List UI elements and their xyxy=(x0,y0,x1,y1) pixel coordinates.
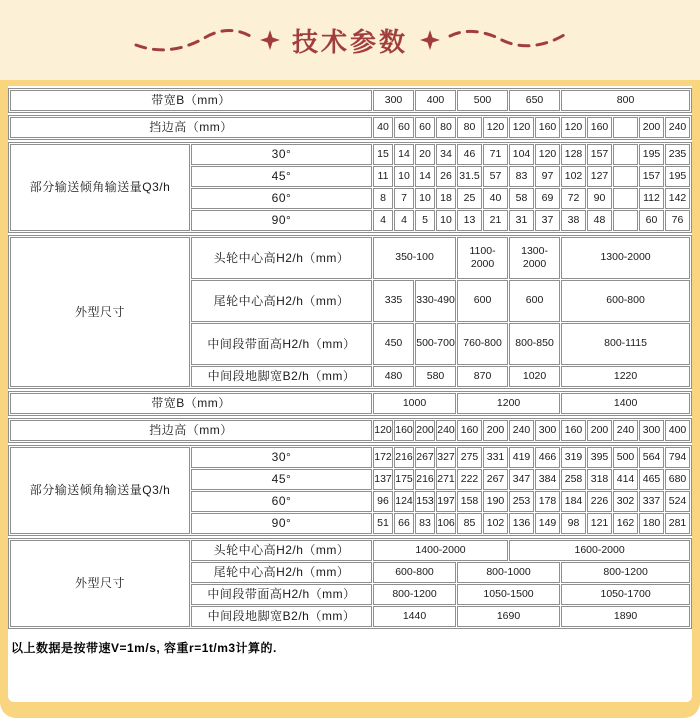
edge-height-value: 400 xyxy=(665,420,690,441)
capacity-value: 98 xyxy=(561,513,586,534)
capacity-value: 216 xyxy=(415,469,435,490)
edge-height-value: 200 xyxy=(483,420,508,441)
capacity-value: 15 xyxy=(373,144,393,165)
capacity-value: 90 xyxy=(587,188,612,209)
capacity-value: 4 xyxy=(394,210,414,231)
capacity-value: 190 xyxy=(483,491,508,512)
title-decoration-left xyxy=(132,24,282,56)
capacity-value: 71 xyxy=(483,144,508,165)
capacity-value: 83 xyxy=(509,166,534,187)
dimension-value: 1100-2000 xyxy=(457,237,508,279)
angle-row-label: 45° xyxy=(191,469,372,490)
capacity-value: 384 xyxy=(535,469,560,490)
capacity-value: 153 xyxy=(415,491,435,512)
capacity-value: 414 xyxy=(613,469,638,490)
capacity-value: 83 xyxy=(415,513,435,534)
capacity-value: 235 xyxy=(665,144,690,165)
angle-row-label: 90° xyxy=(191,210,372,231)
edge-height-value: 120 xyxy=(483,117,508,138)
dimension-row-label: 中间段地脚宽B2/h（mm） xyxy=(191,606,372,627)
dimension-value: 800-1115 xyxy=(561,323,690,365)
capacity-value: 10 xyxy=(436,210,456,231)
capacity-value: 331 xyxy=(483,447,508,468)
edge-height-value: 200 xyxy=(587,420,612,441)
dimension-value: 600-800 xyxy=(561,280,690,322)
capacity-value: 48 xyxy=(587,210,612,231)
capacity-value: 149 xyxy=(535,513,560,534)
table-panel xyxy=(8,86,692,702)
capacity-value: 31 xyxy=(509,210,534,231)
edge-height-value: 120 xyxy=(509,117,534,138)
capacity-value: 466 xyxy=(535,447,560,468)
capacity-value: 395 xyxy=(587,447,612,468)
capacity-value: 96 xyxy=(373,491,393,512)
edge-height-value: 200 xyxy=(415,420,435,441)
angle-row-label: 60° xyxy=(191,491,372,512)
bandwidth-value: 1400 xyxy=(561,393,690,414)
dimension-row-label: 头轮中心高H2/h（mm） xyxy=(191,540,372,561)
bandwidth-value: 500 xyxy=(457,90,508,111)
angle-row-label: 90° xyxy=(191,513,372,534)
spec-table-strip xyxy=(8,88,692,113)
bandwidth-label: 带宽B（mm） xyxy=(10,393,372,414)
edge-height-value: 160 xyxy=(561,420,586,441)
dimension-value: 335 xyxy=(373,280,414,322)
capacity-value: 524 xyxy=(665,491,690,512)
capacity-value: 564 xyxy=(639,447,664,468)
capacity-value: 37 xyxy=(535,210,560,231)
edge-height-label: 挡边高（mm） xyxy=(10,420,372,441)
capacity-value: 197 xyxy=(436,491,456,512)
edge-height-value: 160 xyxy=(587,117,612,138)
capacity-value: 85 xyxy=(457,513,482,534)
capacity-value xyxy=(613,166,638,187)
edge-height-value: 200 xyxy=(639,117,664,138)
bandwidth-value: 400 xyxy=(415,90,456,111)
capacity-value: 4 xyxy=(373,210,393,231)
spec-table-section-2 xyxy=(8,391,692,629)
capacity-value: 38 xyxy=(561,210,586,231)
capacity-value: 157 xyxy=(587,144,612,165)
spec-table-strip xyxy=(8,445,692,536)
capacity-value: 137 xyxy=(373,469,393,490)
capacity-value: 97 xyxy=(535,166,560,187)
capacity-value: 142 xyxy=(665,188,690,209)
capacity-value xyxy=(613,188,638,209)
capacity-value: 302 xyxy=(613,491,638,512)
dimension-row-label: 尾轮中心高H2/h（mm） xyxy=(191,280,372,322)
spec-table-strip xyxy=(8,391,692,416)
edge-height-value xyxy=(613,117,638,138)
capacity-value: 195 xyxy=(639,144,664,165)
dimension-value: 800-1200 xyxy=(373,584,456,605)
capacity-value: 10 xyxy=(415,188,435,209)
edge-height-value: 300 xyxy=(535,420,560,441)
dimension-value: 1600-2000 xyxy=(509,540,690,561)
footnote: 以上数据是按带速V=1m/s, 容重r=1t/m3计算的. xyxy=(11,641,277,655)
edge-height-value: 240 xyxy=(613,420,638,441)
capacity-value: 128 xyxy=(561,144,586,165)
capacity-value: 106 xyxy=(436,513,456,534)
capacity-value xyxy=(613,210,638,231)
capacity-value: 794 xyxy=(665,447,690,468)
capacity-value: 120 xyxy=(535,144,560,165)
dimension-value: 450 xyxy=(373,323,414,365)
capacity-value: 46 xyxy=(457,144,482,165)
dimension-value: 1300-2000 xyxy=(509,237,560,279)
capacity-value: 5 xyxy=(415,210,435,231)
capacity-value: 76 xyxy=(665,210,690,231)
dimension-value: 1890 xyxy=(561,606,690,627)
capacity-value: 13 xyxy=(457,210,482,231)
angle-row-label: 60° xyxy=(191,188,372,209)
capacity-value: 500 xyxy=(613,447,638,468)
capacity-value: 10 xyxy=(394,166,414,187)
capacity-value: 271 xyxy=(436,469,456,490)
dimension-value: 600 xyxy=(457,280,508,322)
capacity-value: 419 xyxy=(509,447,534,468)
capacity-value: 69 xyxy=(535,188,560,209)
spec-table-section-1 xyxy=(8,88,692,389)
capacity-value: 267 xyxy=(415,447,435,468)
dimension-value: 800-850 xyxy=(509,323,560,365)
angle-row-label: 30° xyxy=(191,144,372,165)
bandwidth-value: 1200 xyxy=(457,393,560,414)
dimension-value: 760-800 xyxy=(457,323,508,365)
capacity-value: 337 xyxy=(639,491,664,512)
capacity-value: 319 xyxy=(561,447,586,468)
dimension-value: 1050-1700 xyxy=(561,584,690,605)
capacity-value: 216 xyxy=(394,447,414,468)
capacity-value: 275 xyxy=(457,447,482,468)
capacity-value: 58 xyxy=(509,188,534,209)
page-title: 技术参数 xyxy=(291,26,408,57)
capacity-section-label: 部分输送倾角输送量Q3/h xyxy=(10,144,190,231)
capacity-value: 124 xyxy=(394,491,414,512)
bandwidth-value: 650 xyxy=(509,90,560,111)
capacity-value: 57 xyxy=(483,166,508,187)
capacity-value: 172 xyxy=(373,447,393,468)
capacity-value: 253 xyxy=(509,491,534,512)
capacity-value xyxy=(613,144,638,165)
spec-table-strip xyxy=(8,235,692,389)
capacity-value: 40 xyxy=(483,188,508,209)
edge-height-value: 160 xyxy=(394,420,414,441)
capacity-value: 20 xyxy=(415,144,435,165)
bandwidth-label: 带宽B（mm） xyxy=(10,90,372,111)
dimension-value: 1440 xyxy=(373,606,456,627)
dims-section-label: 外型尺寸 xyxy=(10,540,190,627)
capacity-value: 158 xyxy=(457,491,482,512)
capacity-value: 195 xyxy=(665,166,690,187)
capacity-value: 121 xyxy=(587,513,612,534)
dimension-row-label: 中间段带面高H2/h（mm） xyxy=(191,323,372,365)
capacity-value: 258 xyxy=(561,469,586,490)
edge-height-value: 60 xyxy=(415,117,435,138)
capacity-value: 178 xyxy=(535,491,560,512)
edge-height-value: 60 xyxy=(394,117,414,138)
capacity-value: 14 xyxy=(415,166,435,187)
capacity-value: 60 xyxy=(639,210,664,231)
spec-table-strip xyxy=(8,142,692,233)
edge-height-value: 160 xyxy=(457,420,482,441)
capacity-value: 222 xyxy=(457,469,482,490)
capacity-value: 267 xyxy=(483,469,508,490)
capacity-value: 180 xyxy=(639,513,664,534)
capacity-value: 136 xyxy=(509,513,534,534)
spec-table-strip xyxy=(8,538,692,629)
dimension-value: 600-800 xyxy=(373,562,456,583)
capacity-value: 102 xyxy=(561,166,586,187)
spec-table-strip xyxy=(8,115,692,140)
dimension-value: 800-1200 xyxy=(561,562,690,583)
title-bar xyxy=(0,0,700,80)
title-decoration-right xyxy=(418,24,568,56)
capacity-value: 465 xyxy=(639,469,664,490)
capacity-value: 112 xyxy=(639,188,664,209)
edge-height-value: 120 xyxy=(373,420,393,441)
capacity-value: 18 xyxy=(436,188,456,209)
dimension-value: 350-100 xyxy=(373,237,456,279)
edge-height-value: 240 xyxy=(509,420,534,441)
dimension-value: 1020 xyxy=(509,366,560,387)
edge-height-value: 240 xyxy=(665,117,690,138)
spec-table-strip xyxy=(8,418,692,443)
edge-height-value: 80 xyxy=(436,117,456,138)
capacity-value: 31.5 xyxy=(457,166,482,187)
dimension-row-label: 中间段地脚宽B2/h（mm） xyxy=(191,366,372,387)
bandwidth-value: 1000 xyxy=(373,393,456,414)
capacity-value: 34 xyxy=(436,144,456,165)
bandwidth-value: 300 xyxy=(373,90,414,111)
capacity-value: 327 xyxy=(436,447,456,468)
dimension-value: 500-700 xyxy=(415,323,456,365)
dimension-value: 1400-2000 xyxy=(373,540,508,561)
edge-height-value: 240 xyxy=(436,420,456,441)
capacity-value: 318 xyxy=(587,469,612,490)
capacity-value: 102 xyxy=(483,513,508,534)
capacity-value: 21 xyxy=(483,210,508,231)
dimension-value: 800-1000 xyxy=(457,562,560,583)
angle-row-label: 30° xyxy=(191,447,372,468)
capacity-value: 157 xyxy=(639,166,664,187)
capacity-value: 11 xyxy=(373,166,393,187)
edge-height-value: 80 xyxy=(457,117,482,138)
capacity-value: 127 xyxy=(587,166,612,187)
capacity-value: 184 xyxy=(561,491,586,512)
capacity-value: 680 xyxy=(665,469,690,490)
edge-height-value: 300 xyxy=(639,420,664,441)
capacity-value: 26 xyxy=(436,166,456,187)
capacity-value: 72 xyxy=(561,188,586,209)
dims-section-label: 外型尺寸 xyxy=(10,237,190,387)
dimension-row-label: 尾轮中心高H2/h（mm） xyxy=(191,562,372,583)
dimension-value: 580 xyxy=(415,366,456,387)
edge-height-value: 160 xyxy=(535,117,560,138)
capacity-value: 226 xyxy=(587,491,612,512)
capacity-value: 25 xyxy=(457,188,482,209)
dimension-row-label: 中间段带面高H2/h（mm） xyxy=(191,584,372,605)
edge-height-value: 120 xyxy=(561,117,586,138)
capacity-value: 8 xyxy=(373,188,393,209)
golden-panel xyxy=(0,80,700,718)
dimension-value: 330-490 xyxy=(415,280,456,322)
edge-height-value: 40 xyxy=(373,117,393,138)
capacity-section-label: 部分输送倾角输送量Q3/h xyxy=(10,447,190,534)
bandwidth-value: 800 xyxy=(561,90,690,111)
dimension-value: 1220 xyxy=(561,366,690,387)
dimension-value: 1690 xyxy=(457,606,560,627)
dimension-value: 1050-1500 xyxy=(457,584,560,605)
capacity-value: 175 xyxy=(394,469,414,490)
dimension-value: 480 xyxy=(373,366,414,387)
capacity-value: 162 xyxy=(613,513,638,534)
capacity-value: 51 xyxy=(373,513,393,534)
angle-row-label: 45° xyxy=(191,166,372,187)
edge-height-label: 挡边高（mm） xyxy=(10,117,372,138)
capacity-value: 66 xyxy=(394,513,414,534)
capacity-value: 7 xyxy=(394,188,414,209)
dimension-value: 600 xyxy=(509,280,560,322)
capacity-value: 104 xyxy=(509,144,534,165)
capacity-value: 347 xyxy=(509,469,534,490)
capacity-value: 14 xyxy=(394,144,414,165)
dimension-row-label: 头轮中心高H2/h（mm） xyxy=(191,237,372,279)
capacity-value: 281 xyxy=(665,513,690,534)
dimension-value: 870 xyxy=(457,366,508,387)
dimension-value: 1300-2000 xyxy=(561,237,690,279)
